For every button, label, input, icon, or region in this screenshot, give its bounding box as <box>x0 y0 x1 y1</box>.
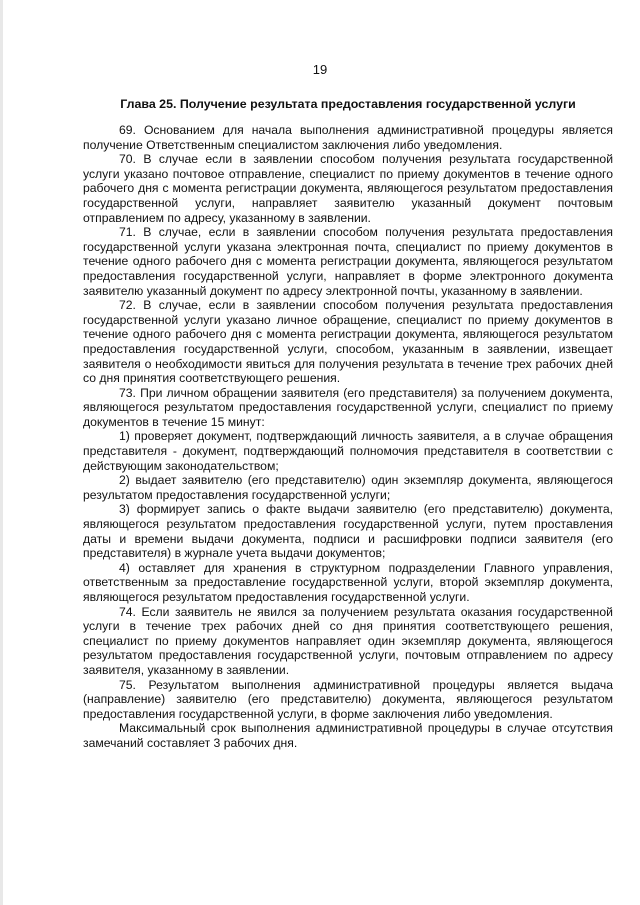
paragraph-72: 72. В случае, если в заявлении способом получения результата предоставления государственной услуги указано личное обращение, специалист по приему документов в течение одного рабочего дня с момента регистрации документа, являющегося результатом предоставления государственной услуги, способом, указанным в заявлении, извещает заявителя о необходимости явиться для получения результата в течение трех рабочих дней со дня принятия соответствующего решения. <box>83 298 613 386</box>
paragraph-75: 75. Результатом выполнения административной процедуры является выдача (направление) заявителю (его представителю) документа, являющегося результатом предоставления государственной услуги, в форме заключения либо уведомления. <box>83 677 613 721</box>
paragraph-73: 73. При личном обращении заявителя (его представителя) за получением документа, являющегося результатом предоставления государственной услуги, специалист по приему документов в течение 15 минут: <box>83 385 613 429</box>
paragraph-70: 70. В случае если в заявлении способом получения результата государственной услуги указано почтовое отправление, специалист по приему документов в течение одного рабочего дня с момента регистрации документа, являющегося результатом предоставления государственной услуги, направляет заявителю указанный документ почтовым отправлением по адресу, указанному в заявлении. <box>83 152 613 225</box>
paragraph-74: 74. Если заявитель не явился за получением результата оказания государственной услуги в течение трех рабочих дней со дня принятия соответствующего решения, специалист по приему документов направляет один экземпляр документа, являющегося результатом предоставления государственной услуги, почтовым отправлением по адресу заявителя, указанному в заявлении. <box>83 604 613 677</box>
scan-edge <box>0 0 3 905</box>
paragraph-max-term: Максимальный срок выполнения административной процедуры в случае отсутствия замечаний составляет 3 рабочих дня. <box>83 721 613 750</box>
list-item-3: 3) формирует запись о факте выдачи заявителю (его представителю) документа, являющегося результатом предоставления государственной услуги, путем проставления даты и времени выдачи документа, подписи и расшифровки подписи заявителя (его представителя) в журнале учета выдачи документов; <box>83 502 613 561</box>
paragraph-69: 69. Основанием для начала выполнения административной процедуры является получение Ответственным специалистом заключения либо уведомления. <box>83 123 613 152</box>
chapter-title: Глава 25. Получение результата предоставления государственной услуги <box>120 97 576 111</box>
list-item-1: 1) проверяет документ, подтверждающий личность заявителя, а в случае обращения представителя - документ, подтверждающий полномочия представителя в соответствии с действующим законодательством; <box>83 429 613 473</box>
list-item-2: 2) выдает заявителю (его представителю) один экземпляр документа, являющегося результатом предоставления государственной услуги; <box>83 473 613 502</box>
paragraph-71: 71. В случае, если в заявлении способом получения результата предоставления государственной услуги указана электронная почта, специалист по приему документов в течение одного рабочего дня с момента регистрации документа, являющегося результатом предоставления государственной услуги, направляет в форме электронного документа заявителю указанный документ по адресу электронной почты, указанному в заявлении. <box>83 225 613 298</box>
document-body <box>83 123 613 751</box>
list-item-4: 4) оставляет для хранения в структурном подразделении Главного управления, ответственным за предоставление государственной услуги, второй экземпляр документа, являющегося результатом предоставления государственной услуги. <box>83 560 613 604</box>
page-number: 19 <box>312 62 328 77</box>
